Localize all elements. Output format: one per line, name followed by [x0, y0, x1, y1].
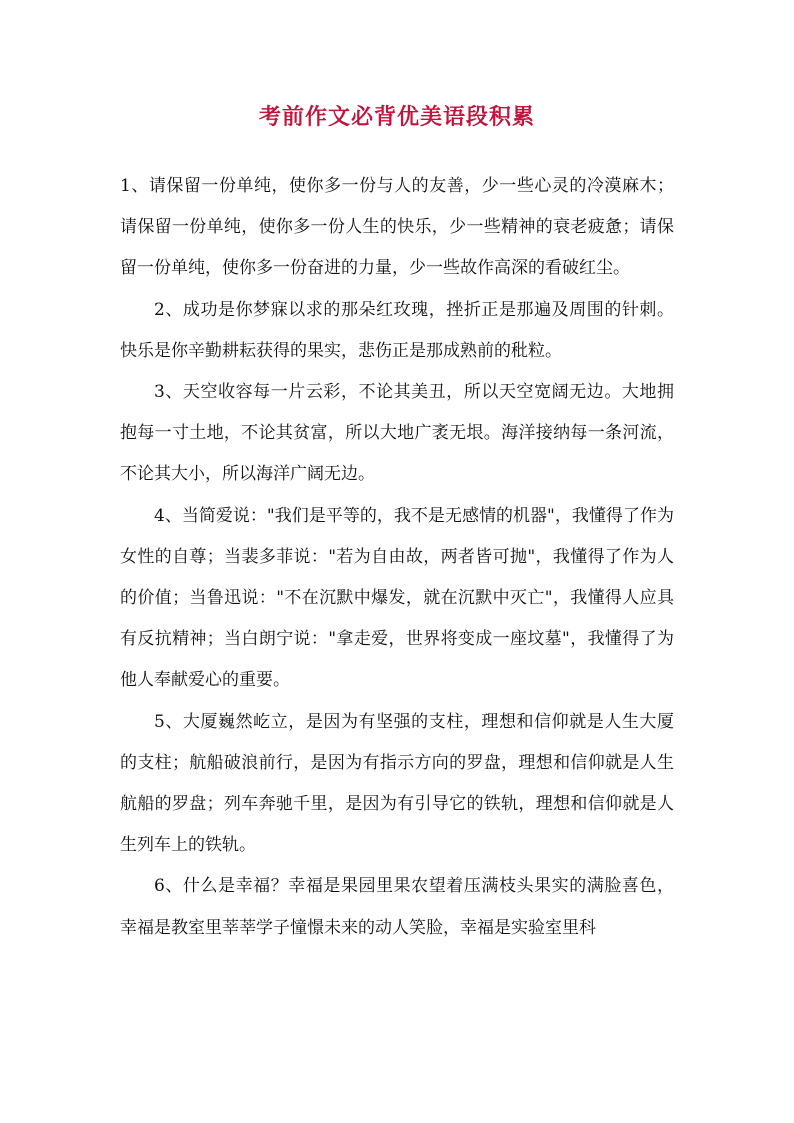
- paragraph-2: 2、成功是你梦寐以求的那朵红玫瑰，挫折正是那遍及周围的针刺。快乐是你辛勤耕耘获得的果实，悲伤正是那成熟前的秕粒。: [120, 299, 674, 361]
- paragraph-3: 3、天空收容每一片云彩，不论其美丑，所以天空宽阔无边。大地拥抱每一寸土地，不论其贫富，所以大地广袤无垠。海洋接纳每一条河流，不论其大小，所以海洋广阔无边。: [120, 382, 674, 485]
- paragraph-6: 6、什么是幸福？幸福是果园里果农望着压满枝头果实的满脸喜色，幸福是教室里莘莘学子憧憬未来的动人笑脸，幸福是实验室里科: [120, 876, 674, 938]
- page-title: 考前作文必背优美语段积累: [258, 104, 535, 130]
- paragraph-5: 5、大厦巍然屹立，是因为有坚强的支柱，理想和信仰就是人生大厦的支柱；航船破浪前行，是因为有指示方向的罗盘，理想和信仰就是人生航船的罗盘；列车奔驰千里，是因为有引导它的铁轨，理想和信仰就是人生列车上的铁轨。: [120, 711, 674, 856]
- article-body: [120, 166, 674, 949]
- paragraph-1: 1、请保留一份单纯，使你多一份与人的友善，少一些心灵的冷漠麻木；请保留一份单纯，使你多一份人生的快乐，少一些精神的衰老疲惫；请保留一份单纯，使你多一份奋进的力量，少一些故作高深的看破红尘。: [120, 176, 674, 279]
- paragraph-4: 4、当简爱说："我们是平等的，我不是无感情的机器"，我懂得了作为女性的自尊；当裴多菲说："若为自由故，两者皆可抛"，我懂得了作为人的价值；当鲁迅说："不在沉默中爆发，就在沉默中灭亡"，我懂得人应具有反抗精神；当白朗宁说："拿走爱，世界将变成一座坟墓"，我懂得了为他人奉献爱心的重要。: [120, 505, 674, 691]
